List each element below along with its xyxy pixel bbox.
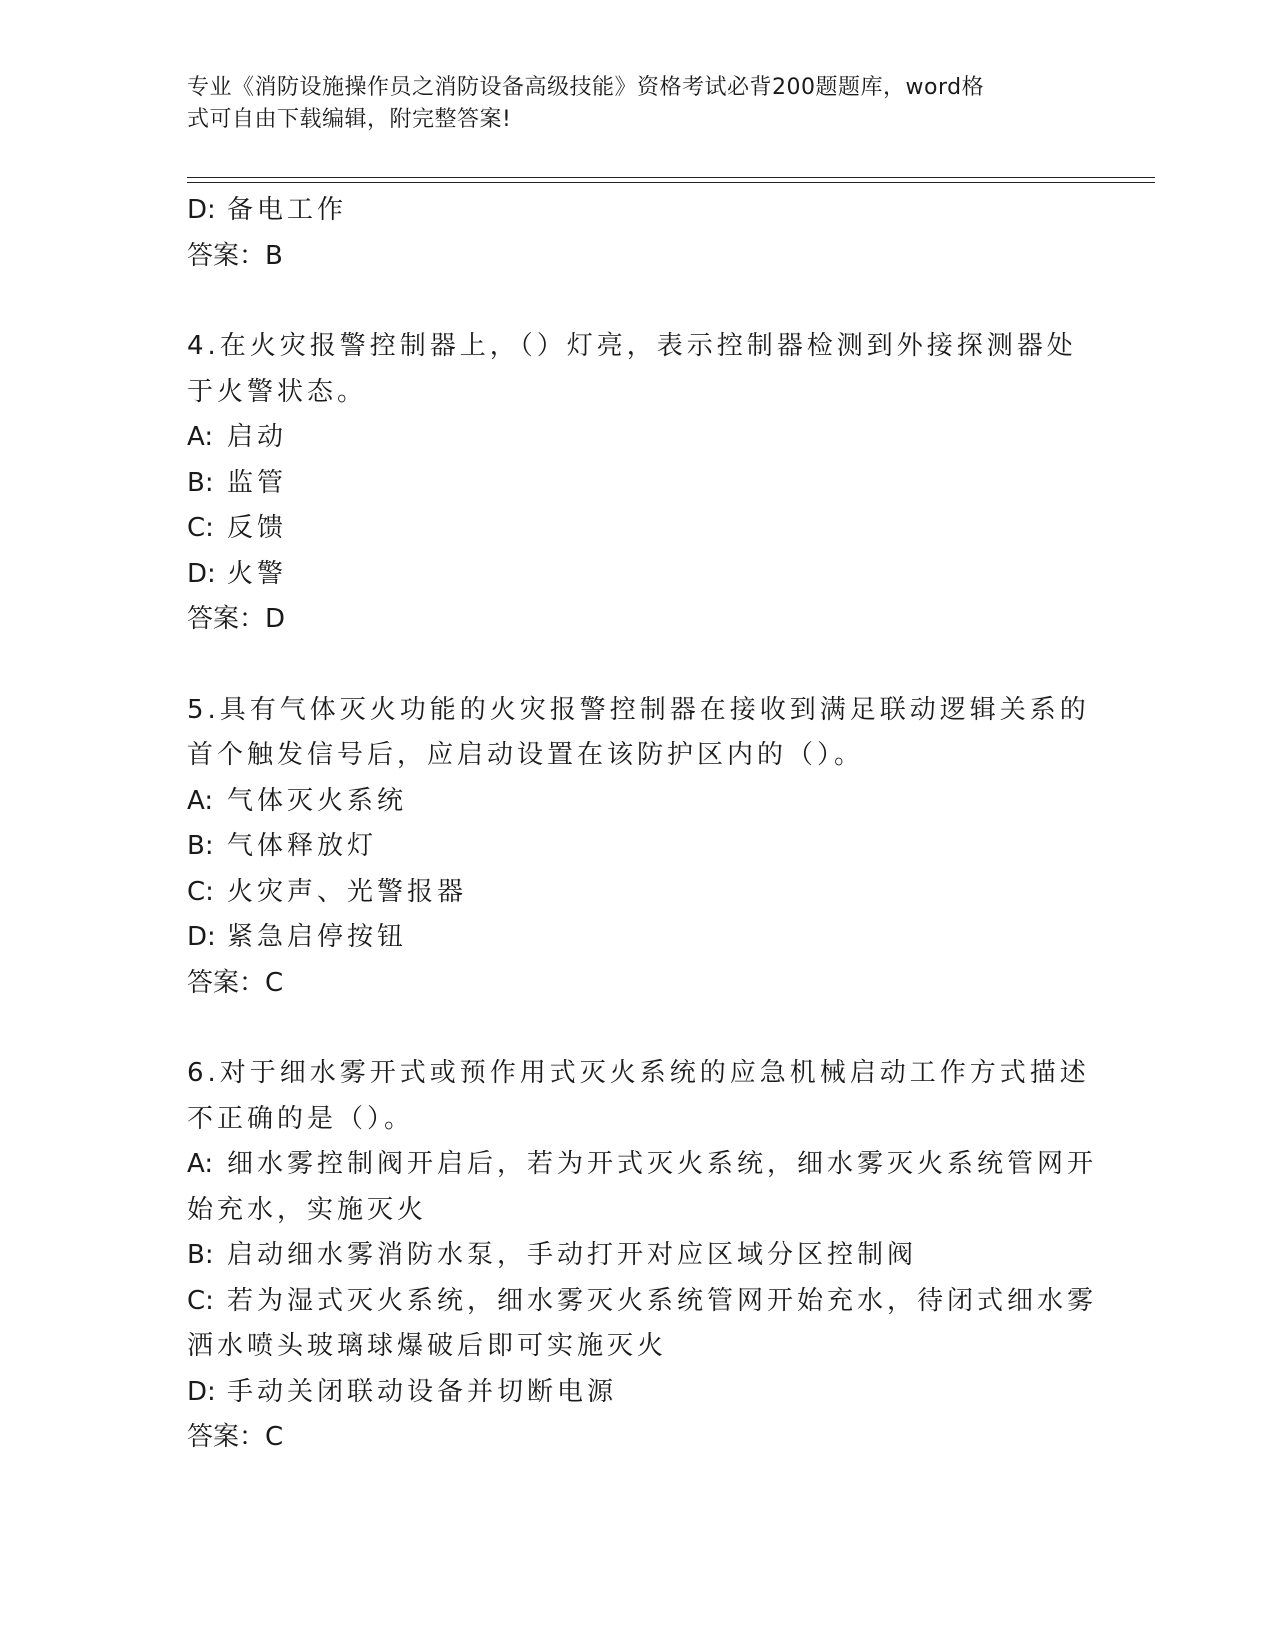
option-label: A: (187, 785, 214, 816)
answer-line (187, 961, 1087, 1007)
option-a (187, 415, 1087, 461)
option-label: D: (187, 195, 216, 225)
option-text: 火警 (227, 558, 288, 589)
question-stem-line: 4.在火灾报警控制器上，（）灯亮，表示控制器检测到外接探测器处 (187, 331, 1077, 361)
option-text: 细水雾控制阀开启后，若为开式灭火系统，细水雾灭火系统管网开 (227, 1149, 1098, 1179)
option-text: 气体灭火系统 (227, 785, 408, 816)
option-c (187, 870, 1087, 916)
answer-line (187, 597, 1087, 643)
option-text: 备电工作 (227, 195, 348, 225)
option-label: B: (187, 831, 214, 861)
option-a (187, 779, 1087, 825)
question-stem-line: 于火警状态。 (187, 376, 368, 407)
option-a-continued: 始充水，实施灭火 (187, 1194, 428, 1225)
answer-line (187, 234, 1087, 280)
option-d (187, 188, 1087, 234)
answer-label: 答案： (187, 1422, 266, 1452)
option-d (187, 915, 1087, 961)
option-c (187, 1279, 1098, 1325)
option-text: 启动 (227, 422, 288, 452)
option-label: C: (187, 1285, 214, 1316)
question-6 (187, 1051, 1098, 1461)
option-label: A: (187, 1149, 214, 1179)
option-b (187, 461, 1087, 507)
option-label: C: (187, 513, 214, 543)
option-d (187, 1370, 1087, 1416)
option-text: 反馈 (227, 513, 288, 543)
question-5 (187, 688, 1090, 1007)
question-stem-line: 6.对于细水雾开式或预作用式灭火系统的应急机械启动工作方式描述 (187, 1058, 1090, 1088)
option-label: D: (187, 1376, 216, 1407)
option-c-continued: 洒水喷头玻璃球爆破后即可实施灭火 (187, 1331, 668, 1361)
header-rule-bottom (187, 182, 1155, 183)
answer-value: C (265, 967, 288, 998)
option-label: D: (187, 922, 216, 952)
page-header (187, 72, 1067, 136)
option-text: 启动细水雾消防水泵，手动打开对应区域分区控制阀 (227, 1240, 918, 1270)
header-line-1: 专业《消防设施操作员之消防设备高级技能》资格考试必背200题题库，word格 (187, 75, 985, 100)
option-label: C: (187, 876, 214, 907)
question-stem-line: 首个触发信号后，应启动设置在该防护区内的（）。 (187, 740, 865, 770)
question-stem-line: 不正确的是（）。 (187, 1103, 415, 1134)
option-text: 监管 (227, 467, 288, 498)
option-text: 若为湿式灭火系统，细水雾灭火系统管网开始充水，待闭式细水雾 (227, 1285, 1098, 1316)
option-text: 气体释放灯 (227, 831, 378, 861)
option-a (187, 1142, 1098, 1188)
option-label: B: (187, 467, 214, 498)
option-label: B: (187, 1240, 214, 1270)
question-stem-line: 5.具有气体灭火功能的火灾报警控制器在接收到满足联动逻辑关系的 (187, 694, 1090, 725)
answer-label: 答案： (187, 604, 266, 634)
answer-line (187, 1415, 1087, 1461)
option-b (187, 1233, 1087, 1279)
answer-value: D (265, 604, 290, 634)
option-c (187, 506, 1087, 552)
question-list (187, 188, 1098, 1461)
option-label: D: (187, 558, 216, 589)
header-line-2: 式可自由下载编辑，附完整答案! (187, 107, 512, 132)
option-label: A: (187, 422, 214, 452)
answer-label: 答案： (187, 967, 266, 998)
option-text: 手动关闭联动设备并切断电源 (227, 1376, 618, 1407)
option-d (187, 552, 1087, 598)
answer-label: 答案： (187, 240, 266, 271)
option-b (187, 824, 1087, 870)
answer-value: C (265, 1422, 288, 1452)
header-rule-top (187, 177, 1155, 178)
option-text: 紧急启停按钮 (227, 922, 408, 952)
question-4 (187, 324, 1087, 643)
answer-value: B (265, 240, 287, 271)
option-text: 火灾声、光警报器 (227, 876, 468, 907)
